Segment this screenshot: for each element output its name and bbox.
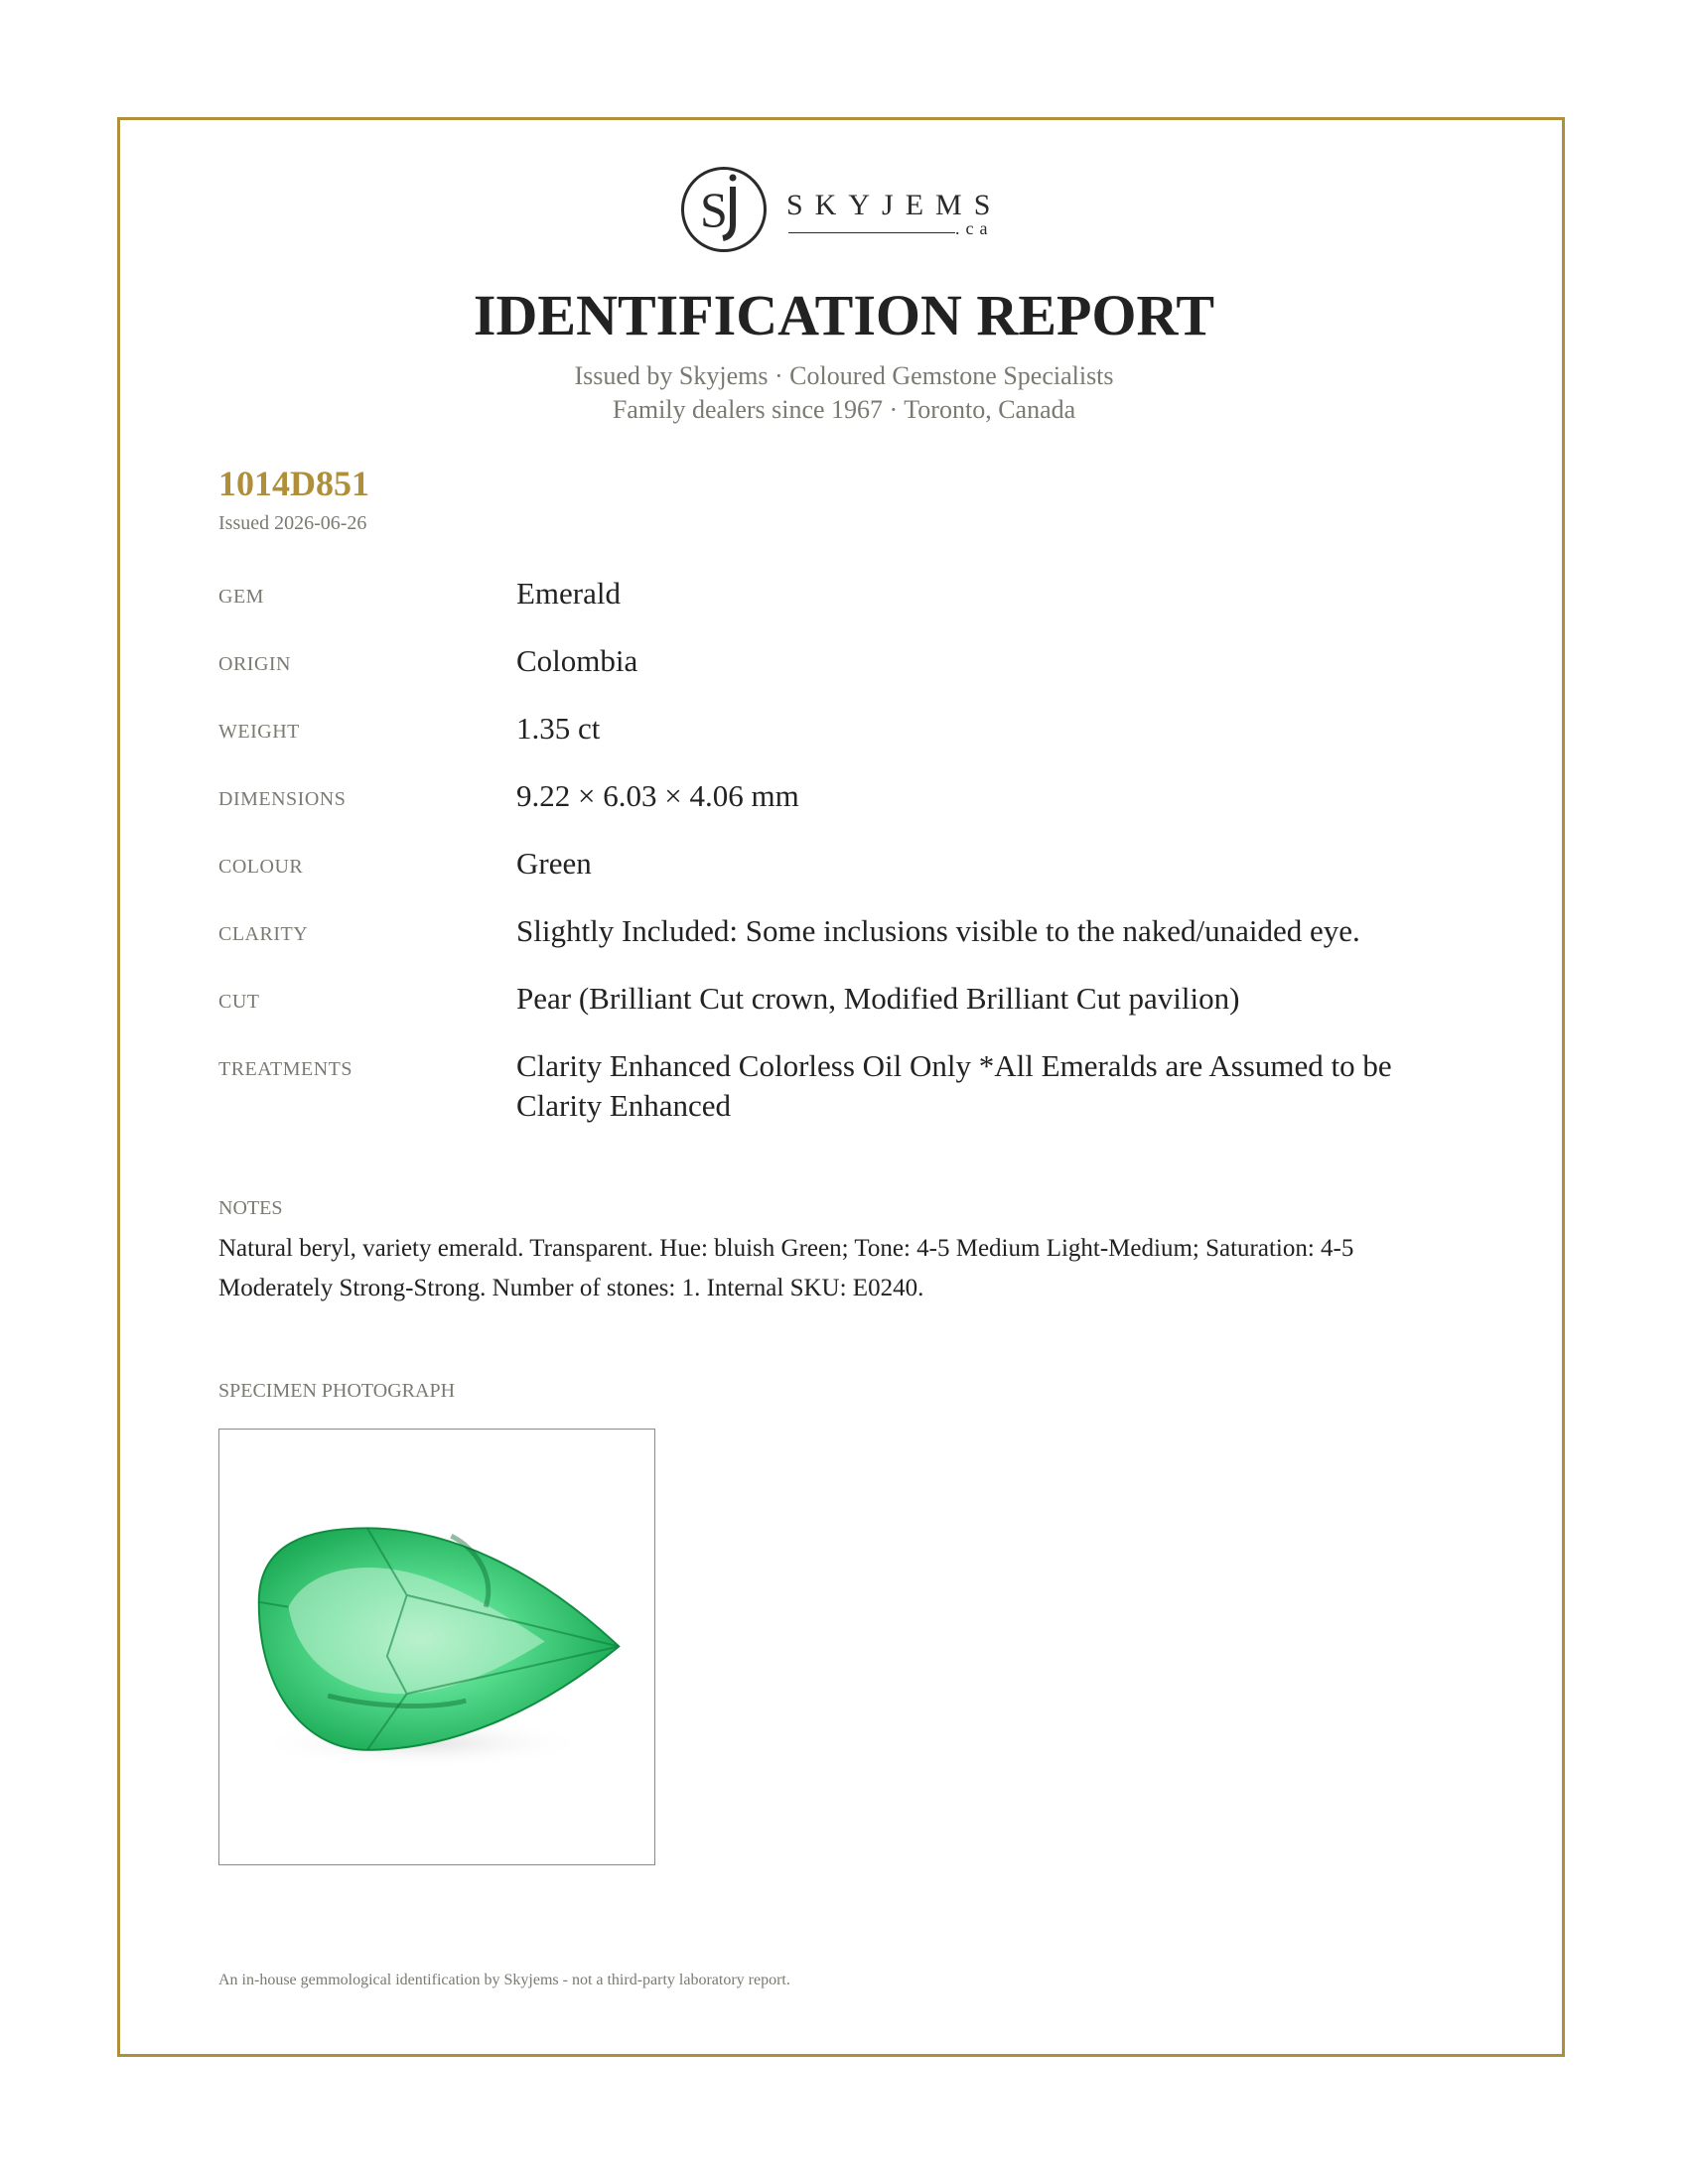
brand-rule	[788, 232, 955, 233]
field-label-dimensions: DIMENSIONS	[218, 788, 347, 810]
emerald-pear-image	[219, 1430, 653, 1863]
issue-date: Issued 2026-06-26	[218, 512, 367, 534]
field-value-clarity: Slightly Included: Some inclusions visible to the naked/unaided eye.	[516, 913, 1360, 948]
notes-text: Natural beryl, variety emerald. Transparent. Hue: bluish Green; Tone: 4-5 Medium Light-Medium; Saturation: 4-5 Moderately Strong-Strong. Number of stones: 1. Internal SKU: E0240.	[218, 1235, 1354, 1301]
field-label-colour: COLOUR	[218, 856, 304, 878]
monogram-s: S	[700, 182, 728, 237]
report-number: 1014D851	[218, 464, 369, 503]
report-title: IDENTIFICATION REPORT	[473, 283, 1215, 347]
field-value-dimensions: 9.22 × 6.03 × 4.06 mm	[516, 778, 799, 813]
report-subtitle-issuer: Issued by Skyjems · Coloured Gemstone Specialists	[574, 361, 1114, 390]
field-value-weight: 1.35 ct	[516, 711, 601, 746]
brand-name: SKYJEMS	[786, 189, 1003, 221]
field-label-treatments: TREATMENTS	[218, 1058, 352, 1080]
specimen-photo	[218, 1429, 655, 1865]
notes-label: NOTES	[218, 1197, 283, 1219]
report-subtitle-location: Family dealers since 1967 · Toronto, Canada	[612, 395, 1076, 424]
field-label-gem: GEM	[218, 586, 264, 608]
brand-domain: .ca	[955, 218, 994, 238]
field-value-treatments: Clarity Enhanced Colorless Oil Only *All Emeralds are Assumed to be Clarity Enhanced	[516, 1048, 1392, 1123]
field-value-gem: Emerald	[516, 576, 622, 611]
field-value-origin: Colombia	[516, 643, 638, 678]
report-disclaimer: An in-house gemmological identification by Skyjems - not a third-party laboratory report.	[218, 1972, 790, 1988]
field-label-cut: CUT	[218, 991, 260, 1013]
photo-label: SPECIMEN PHOTOGRAPH	[218, 1380, 456, 1402]
brand-logo	[681, 165, 1009, 264]
sj-monogram-icon	[681, 167, 767, 252]
field-label-weight: WEIGHT	[218, 721, 300, 743]
field-value-cut: Pear (Brilliant Cut crown, Modified Brilliant Cut pavilion)	[516, 981, 1240, 1016]
field-value-colour: Green	[516, 846, 592, 881]
field-label-origin: ORIGIN	[218, 653, 291, 675]
field-label-clarity: CLARITY	[218, 923, 309, 945]
